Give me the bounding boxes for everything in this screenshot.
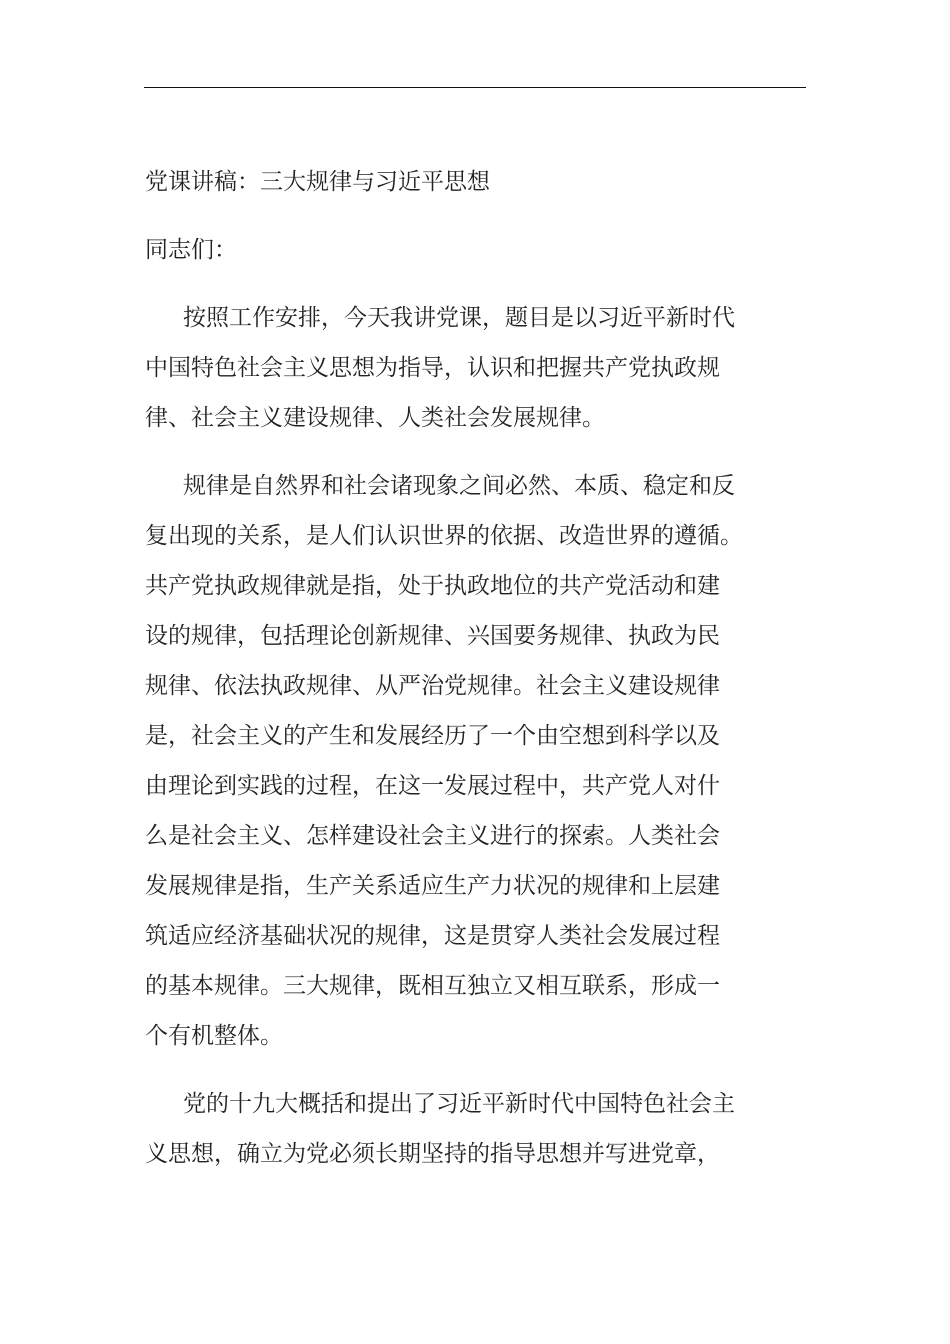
paragraph-3 xyxy=(145,1079,805,1179)
paragraph-line: 规律、依法执政规律、从严治党规律。社会主义建设规律 xyxy=(145,673,720,699)
header-rule xyxy=(144,87,806,88)
paragraph-line: 党的十九大概括和提出了习近平新时代中国特色社会主 xyxy=(183,1091,735,1117)
paragraph-line: 个有机整体。 xyxy=(145,1023,283,1049)
paragraph-line: 设的规律，包括理论创新规律、兴国要务规律、执政为民 xyxy=(145,623,720,649)
paragraph-line: 是，社会主义的产生和发展经历了一个由空想到科学以及 xyxy=(145,723,720,749)
salutation: 同志们： xyxy=(145,237,237,263)
paragraph-line: 由理论到实践的过程，在这一发展过程中，共产党人对什 xyxy=(145,773,720,799)
paragraph-1 xyxy=(145,293,805,443)
paragraph-line: 律、社会主义建设规律、人类社会发展规律。 xyxy=(145,405,605,431)
paragraph-line: 筑适应经济基础状况的规律，这是贯穿人类社会发展过程 xyxy=(145,923,720,949)
paragraph-line: 义思想，确立为党必须长期坚持的指导思想并写进党章， xyxy=(145,1141,720,1167)
paragraph-line: 按照工作安排，今天我讲党课，题目是以习近平新时代 xyxy=(183,305,735,331)
paragraph-line: 规律是自然界和社会诸现象之间必然、本质、稳定和反 xyxy=(183,473,735,499)
paragraph-line: 发展规律是指，生产关系适应生产力状况的规律和上层建 xyxy=(145,873,720,899)
document-title: 党课讲稿：三大规律与习近平思想 xyxy=(145,169,490,195)
paragraph-line: 复出现的关系，是人们认识世界的依据、改造世界的遵循。 xyxy=(145,523,743,549)
paragraph-line: 么是社会主义、怎样建设社会主义进行的探索。人类社会 xyxy=(145,823,720,849)
paragraph-line: 的基本规律。三大规律，既相互独立又相互联系，形成一 xyxy=(145,973,720,999)
paragraph-line: 中国特色社会主义思想为指导，认识和把握共产党执政规 xyxy=(145,355,720,381)
paragraph-line: 共产党执政规律就是指，处于执政地位的共产党活动和建 xyxy=(145,573,720,599)
document-body xyxy=(145,157,805,1197)
paragraph-2 xyxy=(145,461,805,1061)
